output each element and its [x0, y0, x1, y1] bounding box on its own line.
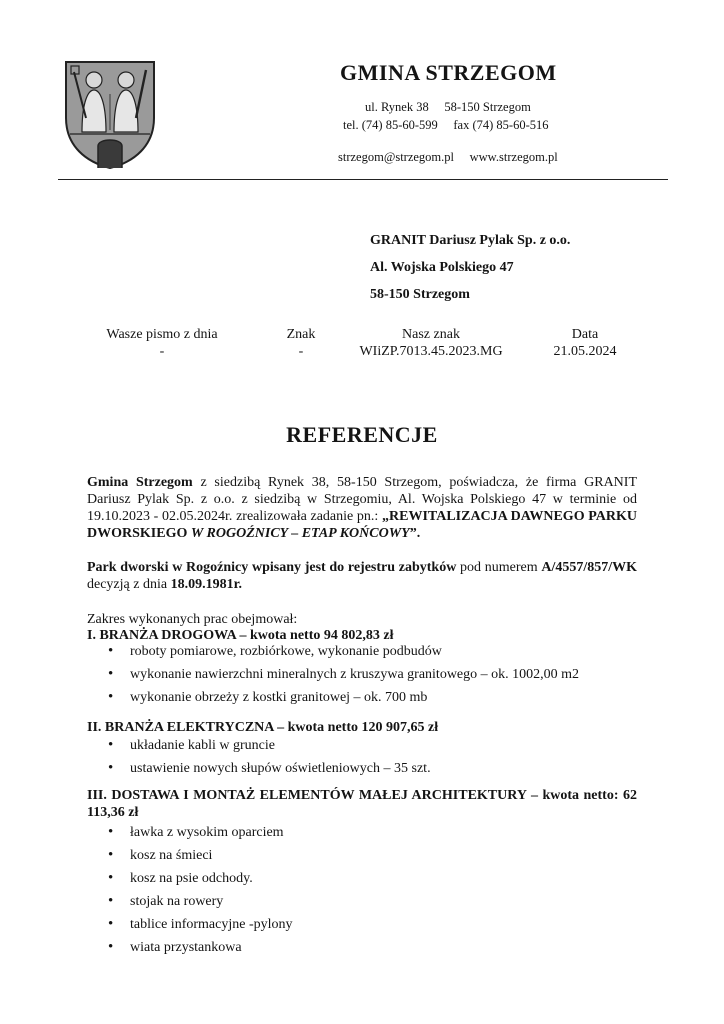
- list-item: • układanie kabli w gruncie: [108, 737, 431, 760]
- section-heading: I. BRANŻA DROGOWA – kwota netto 94 802,83 zł: [87, 628, 394, 643]
- list-item: • roboty pomiarowe, rozbiórkowe, wykonanie podbudów: [108, 643, 579, 666]
- list-item: • ustawienie nowych słupów oświetleniowych – 35 szt.: [108, 760, 431, 783]
- registry-date: 18.09.1981r.: [170, 577, 242, 592]
- list-item: • stojak na rowery: [108, 893, 293, 916]
- list-item: • kosz na psie odchody.: [108, 870, 293, 893]
- section-heading: II. BRANŻA ELEKTRYCZNA – kwota netto 120 907,65 zł: [87, 720, 439, 735]
- registry-number: A/4557/857/WK: [541, 560, 638, 575]
- sign-label: Znak: [286, 327, 316, 342]
- address-line: ul. Rynek 38 58-150 Strzegom: [365, 100, 531, 114]
- your-letter-value: -: [159, 344, 165, 359]
- date-column: [540, 326, 630, 360]
- scope-label: Zakres wykonanych prac obejmował:: [87, 612, 298, 627]
- phone-fax-line: tel. (74) 85-60-599 fax (74) 85-60-516: [343, 118, 549, 132]
- section-list: [108, 643, 579, 712]
- email-website-line: strzegom@strzegom.pl www.strzegom.pl: [338, 150, 558, 164]
- intro-text: z siedzibą Rynek 38, 58-150 Strzegom, poświadcza, że firma GRANIT Dariusz Pylak Sp. z o.o. z siedzibą w Strzegomiu, Al. Wojska Polskiego 47 w terminie od 19.10.2023 - 02.05.2024r. zrealizowała zadanie pn.:: [87, 475, 638, 524]
- header-divider: [58, 179, 668, 180]
- task-name: „REWITALIZACJA DAWNEGO PARKU DWORSKIEGO: [87, 509, 637, 541]
- list-item: • tablice informacyjne -pylony: [108, 916, 293, 939]
- list-item: • wiata przystankowa: [108, 939, 293, 962]
- task-name-italic: W ROGOŹNICY – ETAP KOŃCOWY: [190, 526, 410, 541]
- registry-text: pod numerem: [456, 560, 542, 575]
- section-list: [108, 737, 431, 783]
- list-item: • ławka z wysokim oparciem: [108, 824, 293, 847]
- registry-statement: Park dworski w Rogoźnicy wpisany jest do rejestru zabytków: [87, 560, 457, 575]
- org-name: GMINA STRZEGOM: [340, 60, 557, 85]
- list-item: • kosz na śmieci: [108, 847, 293, 870]
- intro-org: Gmina Strzegom: [87, 475, 193, 490]
- date-value: 21.05.2024: [553, 344, 617, 359]
- date-label: Data: [571, 327, 599, 342]
- our-sign-value: WIiZP.7013.45.2023.MG: [359, 344, 503, 359]
- recipient-city: 58-150 Strzegom: [370, 287, 470, 302]
- list-item: • wykonanie obrzeży z kostki granitowej – ok. 700 mb: [108, 689, 579, 712]
- section-list: [108, 824, 293, 962]
- recipient-street: Al. Wojska Polskiego 47: [370, 260, 514, 275]
- our-sign-column: [356, 326, 506, 360]
- coat-of-arms-icon: [62, 58, 158, 170]
- your-letter-label: Wasze pismo z dnia: [106, 327, 218, 342]
- recipient-name: GRANIT Dariusz Pylak Sp. z o.o.: [370, 233, 571, 248]
- task-name-end: ”.: [409, 526, 421, 541]
- our-sign-label: Nasz znak: [402, 327, 460, 342]
- your-letter-column: [100, 326, 224, 360]
- list-item: • wykonanie nawierzchni mineralnych z kruszywa granitowego – ok. 1002,00 m2: [108, 666, 579, 689]
- registry-paragraph: [87, 559, 637, 593]
- sign-column: [278, 326, 324, 360]
- intro-paragraph: [87, 474, 637, 542]
- sign-value: -: [298, 344, 304, 359]
- document-title: REFERENCJE: [286, 422, 438, 447]
- section-heading: III. DOSTAWA I MONTAŻ ELEMENTÓW MAŁEJ ARCHITEKTURY – kwota netto: 62 113,36 zł: [87, 788, 637, 820]
- registry-text-2: decyzją z dnia: [87, 577, 171, 592]
